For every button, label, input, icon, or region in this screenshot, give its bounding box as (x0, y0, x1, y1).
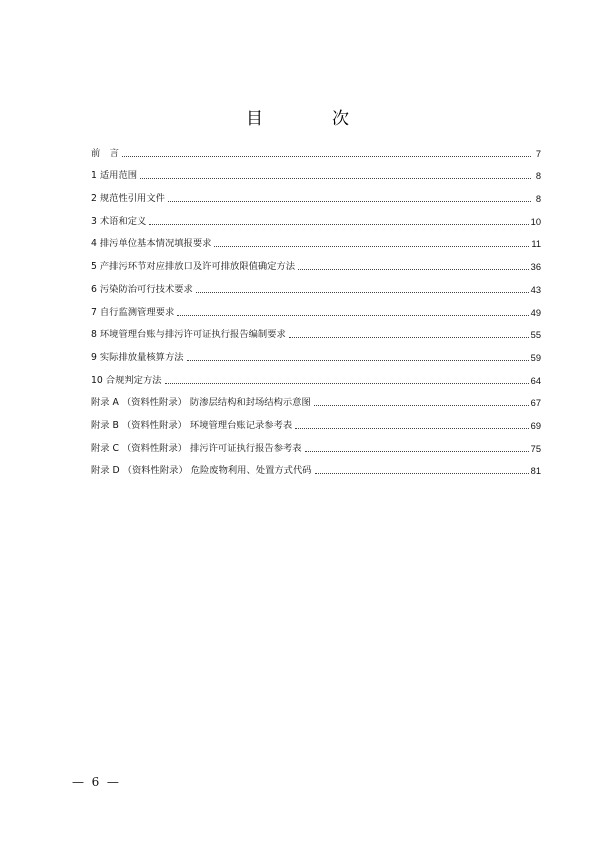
toc-entry-page: 55 (530, 330, 541, 341)
toc-entry-terms-definitions[interactable] (91, 205, 541, 228)
toc-dot-leader (295, 427, 528, 429)
toc-entry-page: 67 (530, 398, 541, 409)
toc-dot-leader (214, 245, 529, 247)
toc-entry-pollution-control[interactable] (91, 273, 541, 296)
toc-entry-label: 1 适用范围 (91, 170, 138, 182)
toc-entry-label: 2 规范性引用文件 (91, 193, 165, 205)
toc-entry-foreword[interactable] (91, 137, 541, 160)
toc-dot-leader (140, 177, 531, 179)
toc-entry-page: 59 (530, 352, 541, 363)
toc-dot-leader (314, 404, 529, 406)
toc-entry-page: 43 (530, 284, 541, 295)
toc-dot-leader (289, 336, 529, 338)
toc-dot-leader (196, 291, 529, 293)
toc-entry-appendix-d[interactable] (91, 455, 541, 478)
toc-dot-leader (122, 155, 531, 157)
table-of-contents (91, 137, 541, 477)
toc-entry-label: 5 产排污环节对应排放口及许可排放限值确定方法 (91, 261, 296, 273)
toc-entry-label: 附录 A （资料性附录） 防渗层结构和封场结构示意图 (91, 397, 311, 409)
toc-entry-page: 11 (531, 239, 541, 250)
toc-entry-label: 8 环境管理台账与排污许可证执行报告编制要求 (91, 329, 286, 341)
toc-entry-label: 附录 D （资料性附录） 危险废物利用、处置方式代码 (91, 465, 312, 477)
page-number-footer: — 6 — (72, 775, 119, 789)
toc-dot-leader (315, 472, 529, 474)
toc-entry-label: 前 言 (91, 147, 119, 159)
toc-entry-page: 7 (535, 148, 541, 159)
toc-entry-label: 6 污染防治可行技术要求 (91, 283, 193, 295)
toc-dot-leader (298, 268, 529, 270)
toc-entry-page: 69 (530, 420, 541, 431)
toc-dot-leader (165, 382, 529, 384)
toc-entry-emission-accounting[interactable] (91, 341, 541, 364)
toc-dot-leader (168, 200, 531, 202)
toc-entry-label: 7 自行监测管理要求 (91, 306, 175, 318)
toc-dot-leader (305, 450, 529, 452)
toc-entry-appendix-b[interactable] (91, 409, 541, 432)
toc-entry-page: 64 (530, 375, 541, 386)
toc-entry-page: 81 (530, 466, 541, 477)
toc-entry-page: 36 (530, 262, 541, 273)
toc-entry-appendix-c[interactable] (91, 432, 541, 455)
toc-entry-page: 8 (535, 194, 541, 205)
toc-entry-page: 10 (530, 216, 541, 227)
toc-entry-self-monitoring[interactable] (91, 296, 541, 319)
toc-dot-leader (187, 359, 529, 361)
toc-entry-label: 3 术语和定义 (91, 215, 147, 227)
toc-entry-scope[interactable] (91, 160, 541, 183)
toc-entry-label: 4 排污单位基本情况填报要求 (91, 238, 212, 250)
toc-entry-basic-info[interactable] (91, 228, 541, 251)
toc-entry-page: 49 (530, 307, 541, 318)
toc-entry-label: 10 合规判定方法 (91, 374, 162, 386)
toc-entry-ledger-report[interactable] (91, 319, 541, 342)
toc-entry-page: 75 (530, 443, 541, 454)
toc-dot-leader (177, 314, 528, 316)
page-title: 目 次 (246, 109, 375, 129)
toc-entry-label: 附录 C （资料性附录） 排污许可证执行报告参考表 (91, 442, 302, 454)
toc-entry-label: 附录 B （资料性附录） 环境管理台账记录参考表 (91, 419, 293, 431)
toc-entry-label: 9 实际排放量核算方法 (91, 351, 184, 363)
toc-entry-normative-references[interactable] (91, 182, 541, 205)
toc-entry-compliance[interactable] (91, 364, 541, 387)
toc-dot-leader (149, 223, 528, 225)
toc-entry-discharge-limits[interactable] (91, 250, 541, 273)
toc-entry-appendix-a[interactable] (91, 387, 541, 410)
toc-entry-page: 8 (535, 171, 541, 182)
